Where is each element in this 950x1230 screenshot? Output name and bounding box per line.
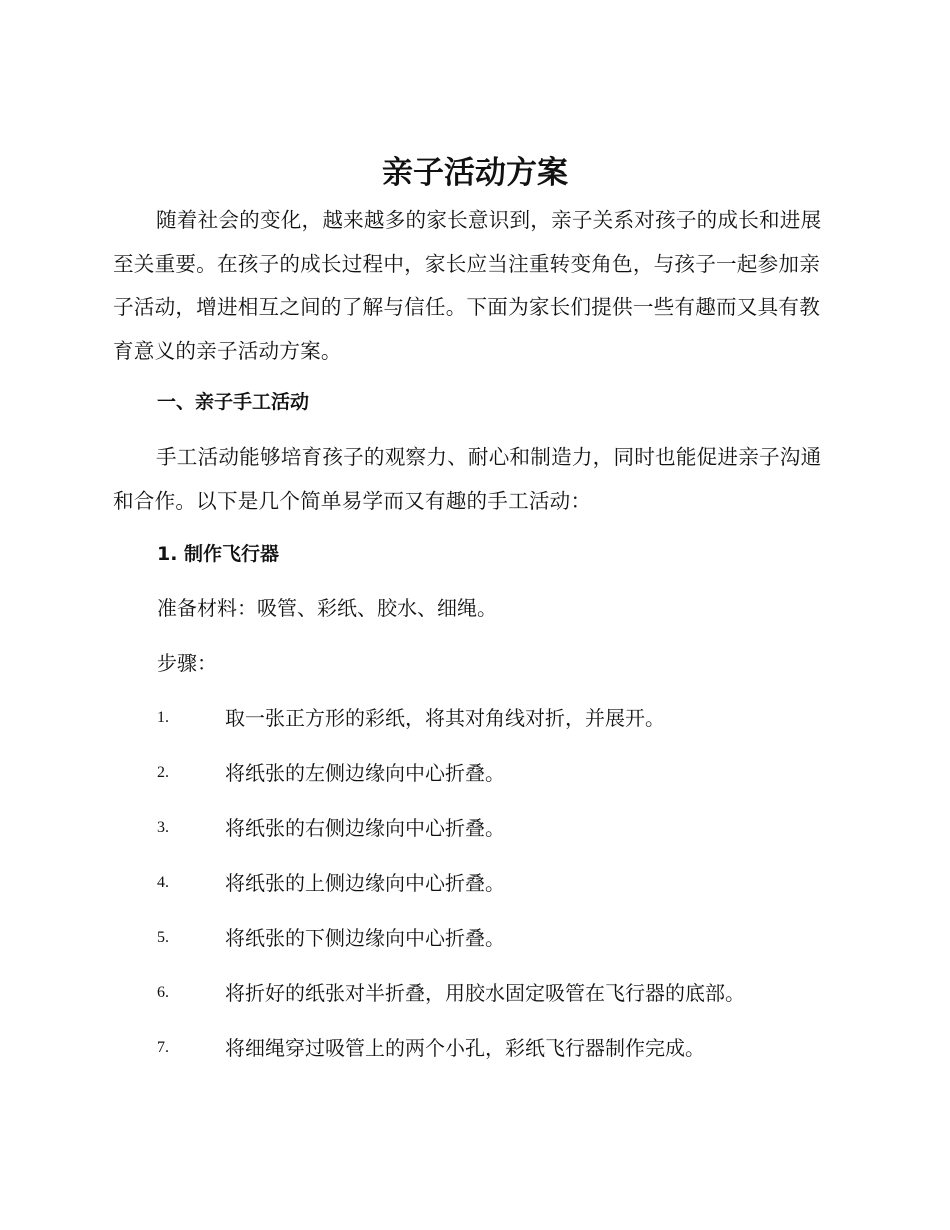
list-item <box>157 865 857 901</box>
step-text: 将纸张的左侧边缘向中心折叠。 <box>225 761 505 785</box>
list-item <box>157 975 857 1011</box>
materials-line: 准备材料：吸管、彩纸、胶水、细绳。 <box>157 596 497 620</box>
list-item <box>157 755 857 791</box>
step-number: 6. <box>157 984 169 1001</box>
list-item <box>157 700 857 736</box>
list-item <box>157 1030 857 1066</box>
step-text: 将细绳穿过吸管上的两个小孔，彩纸飞行器制作完成。 <box>225 1036 705 1060</box>
step-number: 1. <box>157 709 169 726</box>
list-item <box>157 810 857 846</box>
step-text: 将纸张的下侧边缘向中心折叠。 <box>225 926 505 950</box>
step-text: 将纸张的右侧边缘向中心折叠。 <box>225 816 505 840</box>
step-number: 5. <box>157 929 169 946</box>
step-number: 7. <box>157 1039 169 1056</box>
step-text: 取一张正方形的彩纸，将其对角线对折，并展开。 <box>225 706 665 730</box>
step-text: 将折好的纸张对半折叠，用胶水固定吸管在飞行器的底部。 <box>225 981 745 1005</box>
step-number: 2. <box>157 764 169 781</box>
page-title: 亲子活动方案 <box>382 155 568 191</box>
list-item <box>157 920 857 956</box>
section-paragraph: 手工活动能够培育孩子的观察力、耐心和制造力，同时也能促进亲子沟通和合作。以下是几个简单易学而又有趣的手工活动： <box>113 445 822 513</box>
step-number: 3. <box>157 819 169 836</box>
section-heading: 一、亲子手工活动 <box>157 391 310 413</box>
step-text: 将纸张的上侧边缘向中心折叠。 <box>225 871 505 895</box>
steps-label: 步骤： <box>157 651 217 675</box>
step-number: 4. <box>157 874 169 891</box>
activity-heading: 1. 制作飞行器 <box>157 543 280 565</box>
intro-paragraph: 随着社会的变化，越来越多的家长意识到，亲子关系对孩子的成长和进展至关重要。在孩子的成长过程中，家长应当注重转变角色，与孩子一起参加亲子活动，增进相互之间的了解与信任。下面为家长们提供一些有趣而又具有教育意义的亲子活动方案。 <box>113 208 822 363</box>
